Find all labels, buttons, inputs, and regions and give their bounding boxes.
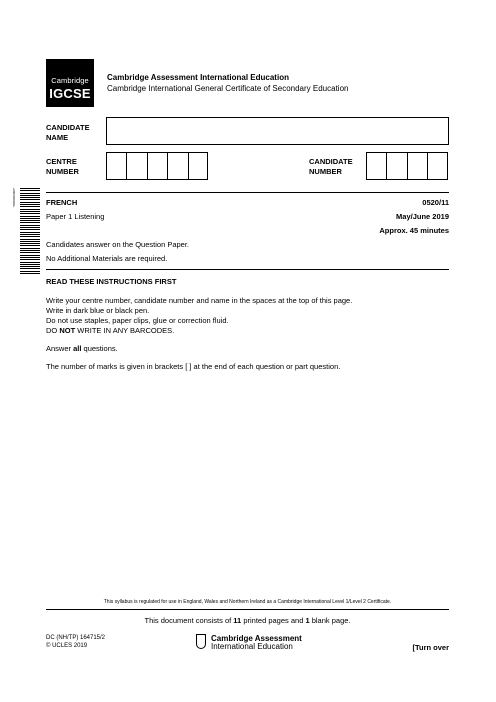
instructions-heading: READ THESE INSTRUCTIONS FIRST: [46, 277, 177, 286]
barcode-text: *0000000000*: [12, 188, 16, 208]
centre-number-label: CENTRE NUMBER: [46, 157, 79, 176]
candidate-name-box[interactable]: [106, 117, 449, 145]
organisation-title: Cambridge Assessment International Education: [107, 73, 289, 82]
divider: [46, 609, 449, 610]
copyright: © UCLES 2019: [46, 643, 88, 649]
barcode: [20, 188, 40, 280]
candidate-digit-box[interactable]: [407, 152, 427, 180]
turn-over: [Turn over: [412, 643, 449, 652]
candidate-digit-box[interactable]: [366, 152, 386, 180]
materials-line-2: No Additional Materials are required.: [46, 254, 168, 263]
centre-number-boxes[interactable]: [106, 152, 208, 180]
exam-duration: Approx. 45 minutes: [379, 226, 449, 235]
candidate-name-label: CANDIDATE NAME: [46, 123, 90, 142]
paper-title: Paper 1 Listening: [46, 212, 105, 221]
component-code: 0520/11: [422, 198, 449, 207]
centre-digit-box[interactable]: [147, 152, 167, 180]
centre-digit-box[interactable]: [106, 152, 126, 180]
candidate-digit-box[interactable]: [386, 152, 406, 180]
candidate-digit-box[interactable]: [427, 152, 447, 180]
shield-icon: [196, 634, 206, 649]
candidate-number-boxes[interactable]: [366, 152, 448, 180]
cambridge-igcse-logo: Cambridge IGCSE: [46, 59, 94, 107]
centre-digit-box[interactable]: [167, 152, 187, 180]
exam-session: May/June 2019: [396, 212, 449, 221]
subject: FRENCH: [46, 198, 78, 207]
page-count: This document consists of 11 printed pages and 1 blank page.: [144, 616, 351, 625]
centre-digit-box[interactable]: [188, 152, 208, 180]
document-reference: DC (NH/TP) 164715/2: [46, 635, 106, 641]
qualification-title: Cambridge International General Certificate of Secondary Education: [107, 84, 349, 93]
candidate-number-label: CANDIDATE NUMBER: [309, 157, 353, 176]
cambridge-assessment-logo: Cambridge Assessment International Education: [196, 634, 306, 654]
instructions-block: Write your centre number, candidate number and name in the spaces at the top of this page. Write in dark blue or black pen. Do not use staples, paper clips, glue or correction fluid. DO NOT WRITE IN ANY BARCODES. Answer all questions. The number of marks is given in brackets [ ] at the end of each question or part question.: [46, 296, 353, 371]
syllabus-note: This syllabus is regulated for use in England, Wales and Northern Ireland as a Cambridge International Level 1/Level 2 Certificate.: [103, 599, 392, 605]
materials-line-1: Candidates answer on the Question Paper.: [46, 240, 190, 249]
divider: [46, 269, 449, 270]
centre-digit-box[interactable]: [126, 152, 146, 180]
divider: [46, 192, 449, 193]
